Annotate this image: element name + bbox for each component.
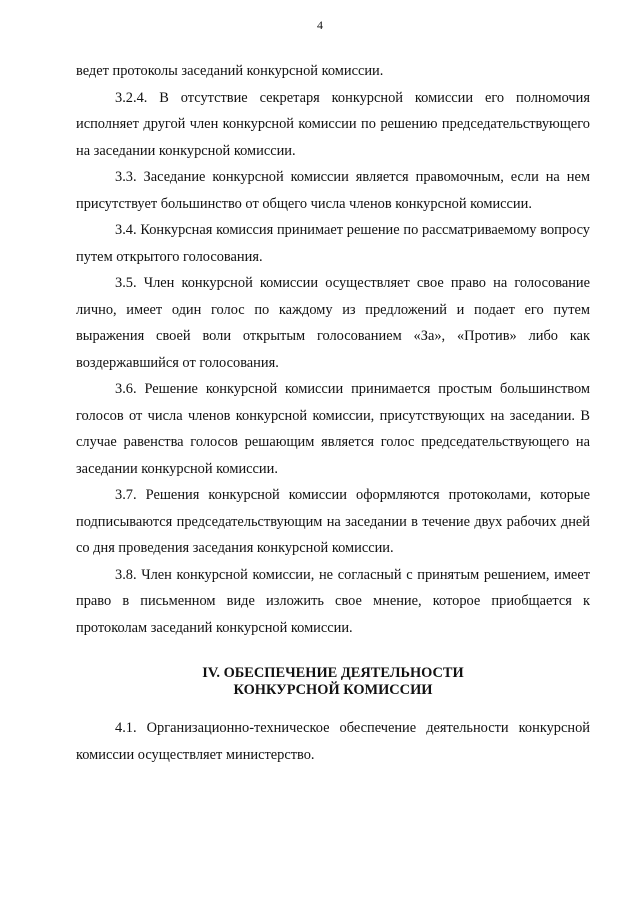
paragraph-3-4: 3.4. Конкурсная комиссия принимает решение по рассматриваемому вопросу путем открытого голосования. bbox=[76, 222, 590, 265]
paragraph-3-5: 3.5. Член конкурсной комиссии осуществляет свое право на голосование лично, имеет один голос по каждому из предложений и подает его путем выражения своей воли открытым голосованием «За», «Против» либо как воздержавшийся от голосования. bbox=[76, 275, 590, 371]
document-body bbox=[76, 58, 590, 768]
paragraph-3-6: 3.6. Решение конкурсной комиссии принимается простым большинством голосов от числа членов конкурсной комиссии, присутствующих на заседании. В случае равенства голосов решающим является голос председательствующего на заседании конкурсной комиссии. bbox=[76, 381, 590, 477]
paragraph-3-2-4: 3.2.4. В отсутствие секретаря конкурсной комиссии его полномочия исполняет другой член конкурсной комиссии по решению председательствующего на заседании конкурсной комиссии. bbox=[76, 89, 590, 159]
section-4-heading-line1: IV. ОБЕСПЕЧЕНИЕ ДЕЯТЕЛЬНОСТИ bbox=[202, 665, 464, 681]
section-4-heading bbox=[76, 665, 590, 699]
paragraph-4-1: 4.1. Организационно-техническое обеспечение деятельности конкурсной комиссии осуществляет министерство. bbox=[76, 720, 590, 763]
paragraph-3-2-3-continuation: ведет протоколы заседаний конкурсной комиссии. bbox=[76, 63, 384, 79]
page-number: 4 bbox=[317, 18, 323, 32]
paragraph-3-3: 3.3. Заседание конкурсной комиссии является правомочным, если на нем присутствует большинство от общего числа членов конкурсной комиссии. bbox=[76, 169, 590, 212]
section-4-heading-line2: КОНКУРСНОЙ КОМИССИИ bbox=[233, 682, 433, 698]
paragraph-3-8: 3.8. Член конкурсной комиссии, не согласный с принятым решением, имеет право в письменном виде изложить свое мнение, которое приобщается к протоколам заседаний конкурсной комиссии. bbox=[76, 566, 590, 636]
paragraph-3-7: 3.7. Решения конкурсной комиссии оформляются протоколами, которые подписываются председательствующим на заседании в течение двух рабочих дней со дня проведения заседания конкурсной комиссии. bbox=[76, 487, 590, 556]
